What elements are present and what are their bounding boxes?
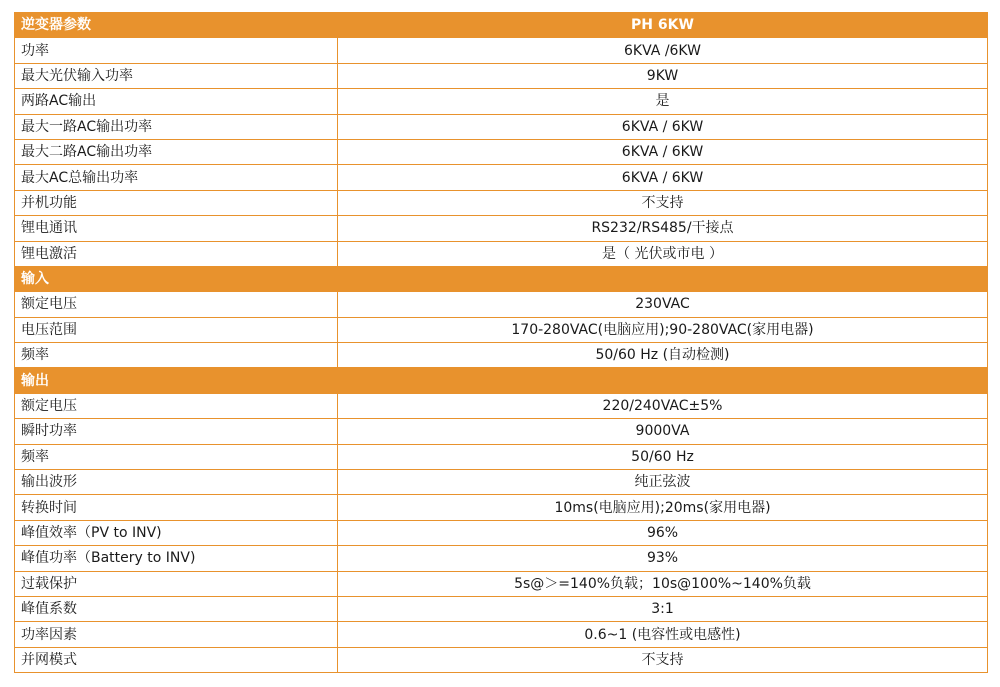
row-label: 最大AC总输出功率 bbox=[15, 165, 338, 190]
table-row bbox=[15, 343, 988, 368]
row-label: 峰值效率（PV to INV) bbox=[15, 520, 338, 545]
table-row bbox=[15, 470, 988, 495]
row-value: 230VAC bbox=[338, 292, 988, 317]
table-row bbox=[15, 241, 988, 266]
row-label: 最大一路AC输出功率 bbox=[15, 114, 338, 139]
row-value: 6KVA / 6KW bbox=[338, 139, 988, 164]
row-value: 50/60 Hz (自动检测) bbox=[338, 343, 988, 368]
table-row bbox=[15, 114, 988, 139]
section-title-output: 输出 bbox=[15, 368, 338, 393]
table-row bbox=[15, 495, 988, 520]
row-label: 锂电通讯 bbox=[15, 216, 338, 241]
row-label: 转换时间 bbox=[15, 495, 338, 520]
row-value: 不支持 bbox=[338, 190, 988, 215]
row-label: 锂电激活 bbox=[15, 241, 338, 266]
header-model: PH 6KW bbox=[338, 13, 988, 38]
table-row bbox=[15, 622, 988, 647]
table-row bbox=[15, 216, 988, 241]
row-label: 功率 bbox=[15, 38, 338, 63]
row-value: 6KVA / 6KW bbox=[338, 165, 988, 190]
table-header-row bbox=[15, 13, 988, 38]
table-row bbox=[15, 596, 988, 621]
row-value: 3:1 bbox=[338, 596, 988, 621]
table-row bbox=[15, 317, 988, 342]
row-value: 纯正弦波 bbox=[338, 470, 988, 495]
row-label: 功率因素 bbox=[15, 622, 338, 647]
table-row bbox=[15, 190, 988, 215]
table-row bbox=[15, 63, 988, 88]
row-value: 5s@＞=140%负载；10s@100%~140%负载 bbox=[338, 571, 988, 596]
section-filler bbox=[338, 266, 988, 291]
row-value: 9KW bbox=[338, 63, 988, 88]
table-row bbox=[15, 546, 988, 571]
row-value: 6KVA / 6KW bbox=[338, 114, 988, 139]
table-row bbox=[15, 292, 988, 317]
row-value: 是（ 光伏或市电 ） bbox=[338, 241, 988, 266]
row-label: 两路AC输出 bbox=[15, 89, 338, 114]
inverter-spec-table bbox=[14, 12, 988, 673]
row-value: 96% bbox=[338, 520, 988, 545]
row-value: 不支持 bbox=[338, 647, 988, 672]
table-row bbox=[15, 444, 988, 469]
table-row bbox=[15, 647, 988, 672]
row-value: 220/240VAC±5% bbox=[338, 393, 988, 418]
section-filler bbox=[338, 368, 988, 393]
section-title-input: 输入 bbox=[15, 266, 338, 291]
row-value: 0.6~1 (电容性或电感性) bbox=[338, 622, 988, 647]
row-value: 170-280VAC(电脑应用);90-280VAC(家用电器) bbox=[338, 317, 988, 342]
row-value: 是 bbox=[338, 89, 988, 114]
row-value: 9000VA bbox=[338, 419, 988, 444]
row-label: 瞬时功率 bbox=[15, 419, 338, 444]
row-label: 最大二路AC输出功率 bbox=[15, 139, 338, 164]
row-label: 并网模式 bbox=[15, 647, 338, 672]
table-row bbox=[15, 393, 988, 418]
section-header-input bbox=[15, 266, 988, 291]
row-value: 10ms(电脑应用);20ms(家用电器) bbox=[338, 495, 988, 520]
row-label: 峰值功率（Battery to INV) bbox=[15, 546, 338, 571]
row-label: 最大光伏输入功率 bbox=[15, 63, 338, 88]
row-value: 6KVA /6KW bbox=[338, 38, 988, 63]
table-row bbox=[15, 571, 988, 596]
row-label: 过载保护 bbox=[15, 571, 338, 596]
table-row bbox=[15, 38, 988, 63]
row-label: 峰值系数 bbox=[15, 596, 338, 621]
table-row bbox=[15, 520, 988, 545]
row-value: 50/60 Hz bbox=[338, 444, 988, 469]
row-label: 频率 bbox=[15, 444, 338, 469]
section-header-output bbox=[15, 368, 988, 393]
table-row bbox=[15, 419, 988, 444]
row-label: 额定电压 bbox=[15, 292, 338, 317]
table-row bbox=[15, 139, 988, 164]
row-label: 频率 bbox=[15, 343, 338, 368]
row-value: 93% bbox=[338, 546, 988, 571]
row-value: RS232/RS485/干接点 bbox=[338, 216, 988, 241]
row-label: 额定电压 bbox=[15, 393, 338, 418]
row-label: 并机功能 bbox=[15, 190, 338, 215]
row-label: 电压范围 bbox=[15, 317, 338, 342]
row-label: 输出波形 bbox=[15, 470, 338, 495]
table-row bbox=[15, 165, 988, 190]
header-label: 逆变器参数 bbox=[15, 13, 338, 38]
table-row bbox=[15, 89, 988, 114]
